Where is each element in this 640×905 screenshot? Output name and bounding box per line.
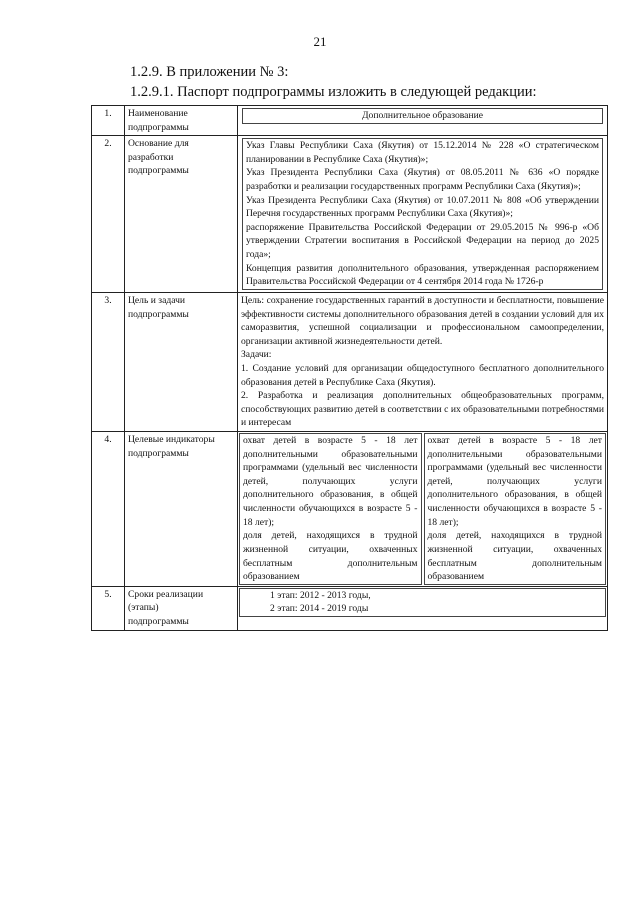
stages-list (239, 588, 606, 617)
row-number: 2. (92, 136, 125, 293)
row-value (238, 136, 608, 293)
table-row (92, 292, 608, 431)
indicator-column-left (239, 433, 422, 585)
row-label (125, 586, 238, 630)
indicator-item: доля детей, находящихся в трудной жизненной ситуации, охваченных бесплатным дополнительным образованием (243, 530, 418, 583)
table-row (92, 136, 608, 293)
row-value (238, 586, 608, 630)
row-label (125, 292, 238, 431)
table-row (92, 106, 608, 136)
label-line: Цель и задачи (128, 294, 186, 306)
row-number: 4. (92, 432, 125, 587)
basis-list (242, 138, 603, 290)
row-number: 5. (92, 586, 125, 630)
indicator-item: доля детей, находящихся в трудной жизненной ситуации, охваченных бесплатным дополнительным образованием (427, 530, 602, 583)
row-label (125, 136, 238, 293)
table-row (92, 432, 608, 587)
goal-text: Цель: сохранение государственных гарантий в доступности и бесплатности, повышение эффективности системы дополнительного образования детей в создании условий для их саморазвития, успешной социализации и профессиональном самоопределении, организации активной жизнедеятельности детей. (241, 294, 604, 347)
row-number: 1. (92, 106, 125, 136)
subprogram-name: Дополнительное образование (242, 108, 603, 124)
basis-item: Указ Президента Республики Саха (Якутия) от 10.07.2011 № 808 «Об утверждении Перечня государственных программ Республики Саха (Якутия)»; (246, 194, 599, 220)
label-line: Сроки реализации (128, 588, 204, 600)
row-value (238, 432, 608, 587)
stage-item: 2 этап: 2014 - 2019 годы (270, 603, 369, 615)
label-line: подпрограммы (128, 447, 189, 459)
row-number: 3. (92, 292, 125, 431)
page-number: 21 (313, 34, 327, 49)
indicator-item: охват детей в возрасте 5 - 18 лет дополнительными образовательными программами (удельный вес численности детей, получающих услуги дополнительного образования, в общей численности обучающихся в возрасте 5 - 18 лет); (427, 435, 602, 528)
basis-item: Указ Главы Республики Саха (Якутия) от 15.12.2014 № 228 «О стратегическом планировании в Республике Саха (Якутия)»; (246, 140, 599, 165)
label-line: подпрограммы (128, 308, 189, 320)
label-line: (этапы) (128, 602, 159, 614)
label-line: подпрограммы (128, 165, 189, 177)
label-line: подпрограммы (128, 121, 189, 133)
section-heading: 1.2.9. В приложении № 3: (130, 64, 289, 80)
indicator-columns (239, 433, 606, 585)
tasks-heading: Задачи: (241, 349, 272, 361)
row-value (238, 106, 608, 136)
label-line: Целевые индикаторы (128, 434, 215, 446)
label-line: Наименование (128, 108, 188, 119)
label-line: разработки (128, 151, 174, 163)
stage-item: 1 этап: 2012 - 2013 годы, (270, 589, 371, 601)
row-label (125, 432, 238, 587)
label-line: подпрограммы (128, 615, 189, 627)
indicator-item: охват детей в возрасте 5 - 18 лет дополнительными образовательными программами (удельный вес численности детей, получающих услуги дополнительного образования, в общей численности обучающихся в возрасте 5 - 18 лет); (243, 435, 418, 528)
task-item: 2. Разработка и реализация дополнительных общеобразовательных программ, способствующих развитию детей в соответствии с их образовательными потребностями и интересам (241, 390, 604, 429)
task-item: 1. Создание условий для организации общедоступного бесплатного дополнительного образования детей в Республике Саха (Якутия). (241, 362, 604, 388)
row-value (238, 292, 608, 431)
basis-item: Концепция развития дополнительного образования, утвержденная распоряжением Правительства Российской Федерации от 4 сентября 2014 года № 1726-р (246, 262, 599, 288)
table-row (92, 586, 608, 630)
basis-item: распоряжение Правительства Российской Федерации от 29.05.2015 № 996-р «Об утверждении Стратегии воспитания в Российской Федерации на период до 2025 года»; (246, 221, 599, 261)
subsection-heading: 1.2.9.1. Паспорт подпрограммы изложить в следующей редакции: (130, 84, 537, 100)
indicator-column-right (424, 433, 607, 585)
subprogram-passport-table (91, 105, 608, 631)
basis-item: Указ Президента Республики Саха (Якутия) от 08.05.2011 № 636 «О порядке разработки и реализации государственных программ Республики Саха (Якутия)»; (246, 167, 599, 193)
row-label (125, 106, 238, 136)
label-line: Основание для (128, 138, 189, 150)
